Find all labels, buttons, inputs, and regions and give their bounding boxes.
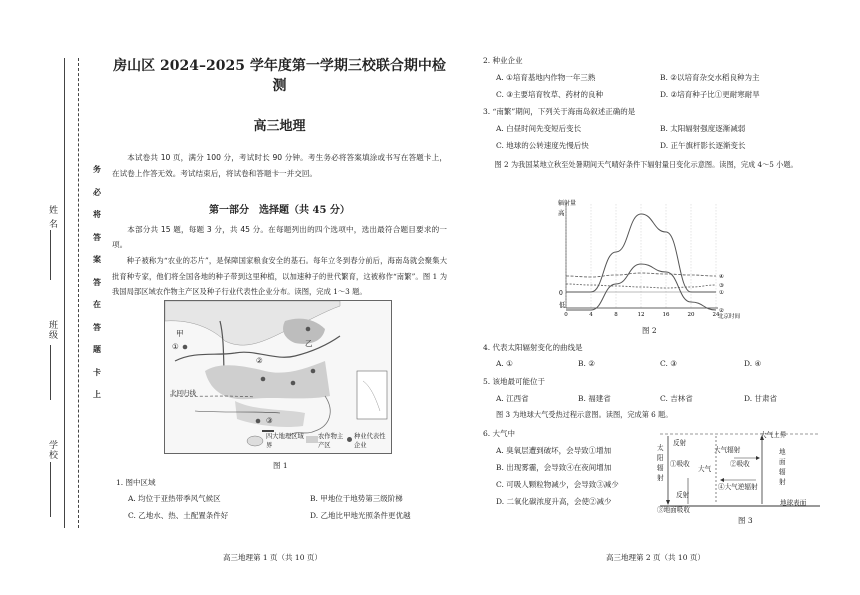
q2-option-b: B. ②以培育杂交水稻良种为主 (660, 73, 760, 82)
q6-option-a: A. 臭氧层遭到破坏，会导致①增加 (496, 446, 612, 455)
q6-option-b: B. 出现雾霾，会导致④在夜间增加 (496, 463, 612, 472)
q2-option-d: D. ②培育种子比①更耐寒耐旱 (660, 90, 760, 99)
q3-option-b: B. 太阳辐射强度逐渐减弱 (660, 124, 746, 133)
part1-description: 本部分共 15 题，每题 3 分，共 45 分。在每题列出的四个选项中，选出最符合题目要求的一项。 (112, 225, 447, 249)
q5-option-a: A. 江西省 (496, 394, 529, 403)
name-line (50, 230, 51, 280)
part1-title: 第一部分 选择题（共 45 分） (209, 205, 350, 216)
footer-page-1: 高三地理第 1 页（共 10 页） (223, 553, 322, 562)
name-label: 姓 名 (47, 205, 57, 229)
legend-crop-label: 农作物主产区 (318, 433, 344, 449)
fig3-solar-label: 太阳辐射 (657, 444, 664, 482)
fig3-atm-rad-label: 大气辐射 (714, 446, 741, 454)
chart-series-label-3: ③ (719, 283, 724, 289)
q1-option-a: A. 均位于亚热带季风气候区 (128, 494, 221, 503)
map-label-yi: 乙 (305, 339, 313, 348)
q1-option-d: D. 乙地比甲地光照条件更优越 (310, 511, 411, 520)
left-column (112, 55, 447, 300)
chart-series-label-1: ① (719, 290, 724, 296)
school-line (50, 462, 51, 517)
chart-x-tick-label: 20 (687, 312, 695, 318)
fig3-ground-absorb-label: ③地面吸收 (657, 506, 690, 514)
q6-stem: 6. 大气中 (483, 429, 516, 438)
chart-y-low-label: 低 (559, 301, 566, 309)
fig3-top-label: 大气上界 (760, 431, 787, 439)
q4-option-d: D. ④ (744, 359, 762, 368)
fig3-intro: 图 3 为地球大气受热过程示意图。读图，完成第 6 题。 (496, 410, 673, 419)
q4-option-c: C. ③ (660, 359, 677, 368)
binding-rule (64, 58, 65, 528)
chart-x-tick-label: 4 (589, 312, 593, 318)
q5-option-d: D. 甘肃省 (744, 394, 778, 403)
q5-stem: 5. 该地最可能位于 (483, 377, 546, 386)
q3-option-a: A. 白昼时间先变短后变长 (496, 124, 582, 133)
fig3-back-rad-label: ④大气逆辐射 (718, 483, 758, 491)
fig3-surface-label: 地球表面 (780, 499, 807, 507)
q6-option-c: C. 可吸人颗粒物减少，会导致③减少 (496, 480, 619, 489)
legend-crop-swatch (306, 436, 318, 443)
chart-x-ticks (564, 312, 720, 318)
binding-notice: 务 必 将 答 案 答 在 答 题 卡 上 (93, 164, 101, 399)
chart-x-tick-label: 0 (564, 312, 568, 318)
q3-option-d: D. 正午旗杆影长逐渐变长 (660, 141, 746, 150)
q5-option-b: B. 福建省 (578, 394, 611, 403)
document-title: 房山区 2024–2025 学年度第一学期三校联合期中检测 (113, 58, 446, 94)
reading-passage: 种子被称为“农业的芯片”，是保障国家粮食安全的基石。每年立冬到春分前后，海南岛就会聚集大批育种专家，他们将全国各地的种子带到这里种植，以加速种子的世代繁育，这被称作“南繁”。图 1 为我国局部区域农作物主产区及种子行业代表性企业分布。读图，完成 1～3 题。 (112, 256, 447, 296)
chart-x-tick-label: 12 (637, 312, 645, 318)
chart-y-zero-label: 0 (559, 290, 563, 297)
map-marker-1: ① (172, 342, 179, 351)
fig3-absorb2-label: ②吸收 (730, 460, 750, 468)
q2-stem: 2. 种业企业 (483, 56, 523, 65)
chart-x-tick-label: 24 (712, 312, 720, 318)
fig3-atmos-label: 大气 (698, 465, 712, 473)
chart-x-tick-label: 16 (662, 312, 670, 318)
q4-option-b: B. ② (578, 359, 596, 368)
document-subtitle: 高三地理 (253, 119, 306, 134)
q6-option-d: D. 二氧化碳浓度升高，会使②减少 (496, 497, 612, 506)
q1-option-b: B. 甲地位于地势第三级阶梯 (310, 494, 403, 503)
figure2-caption: 图 2 (642, 326, 657, 335)
class-label: 班级 (47, 320, 57, 340)
chart-series-label-2: ② (719, 308, 724, 314)
q2-option-c: C. ③主要培育牧草、药材的良种 (496, 90, 603, 99)
school-label: 学校 (47, 440, 57, 460)
q5-option-c: C. 吉林省 (660, 394, 693, 403)
chart-series-group (566, 214, 724, 314)
figure1-caption: 图 1 (273, 461, 288, 470)
q3-stem: 3. “南繁”期间，下列关于海南岛叙述正确的是 (483, 107, 636, 116)
chart-series-label-4: ④ (719, 274, 724, 280)
legend-boundary-label: 四大地理区域界 (266, 433, 304, 449)
figure2-chart (540, 198, 740, 320)
q1-option-c: C. 乙地水、热、土配置条件好 (128, 511, 229, 520)
q3-option-c: C. 地球的公转速度先慢后快 (496, 141, 589, 150)
chart-x-tick-label: 8 (614, 312, 618, 318)
legend-enterprise-label: 种业代表性企业 (354, 433, 386, 449)
q4-option-a: A. ① (496, 359, 513, 368)
map-marker-3: ③ (266, 416, 273, 425)
map-label-tropic: 北回归线 (170, 389, 196, 397)
chart-y-high-label: 高 (558, 209, 565, 217)
class-line (50, 345, 51, 400)
map-marker-2: ② (256, 356, 263, 365)
q4-stem: 4. 代表太阳辐射变化的曲线是 (483, 343, 583, 352)
fig3-ground-rad-label: 地面辐射 (779, 448, 786, 486)
chart-xlabel: 北京时间 (718, 314, 740, 320)
fig3-reflect-bottom: 反射 (676, 491, 690, 499)
footer-page-2: 高三地理第 2 页（共 10 页） (606, 553, 705, 562)
map-label-jia: 甲 (176, 329, 184, 338)
fig3-reflect-top: 反射 (673, 439, 687, 447)
fig3-absorb1-label: ①吸收 (670, 460, 690, 468)
figure1-map (164, 300, 392, 454)
exam-instructions: 本试卷共 10 页，满分 100 分，考试时长 90 分钟。考生务必将答案填涂或书写在答题卡上，在试卷上作答无效。考试结束后，将试卷和答题卡一并交回。 (112, 153, 447, 178)
binding-dashed-line (78, 58, 79, 528)
q1-stem: 1. 图中区域 (116, 478, 156, 487)
fig2-intro: 图 2 为我国某地立秋至处暑期间天气晴好条件下辐射量日变化示意图。读图，完成 4～5 小题。 (494, 160, 798, 169)
q2-option-a: A. ①培育基地内作物一年三熟 (496, 73, 596, 82)
legend-enterprise-swatch (347, 437, 352, 442)
figure3-caption: 图 3 (738, 516, 753, 525)
chart-ylabel: 辐射量 (558, 200, 577, 207)
